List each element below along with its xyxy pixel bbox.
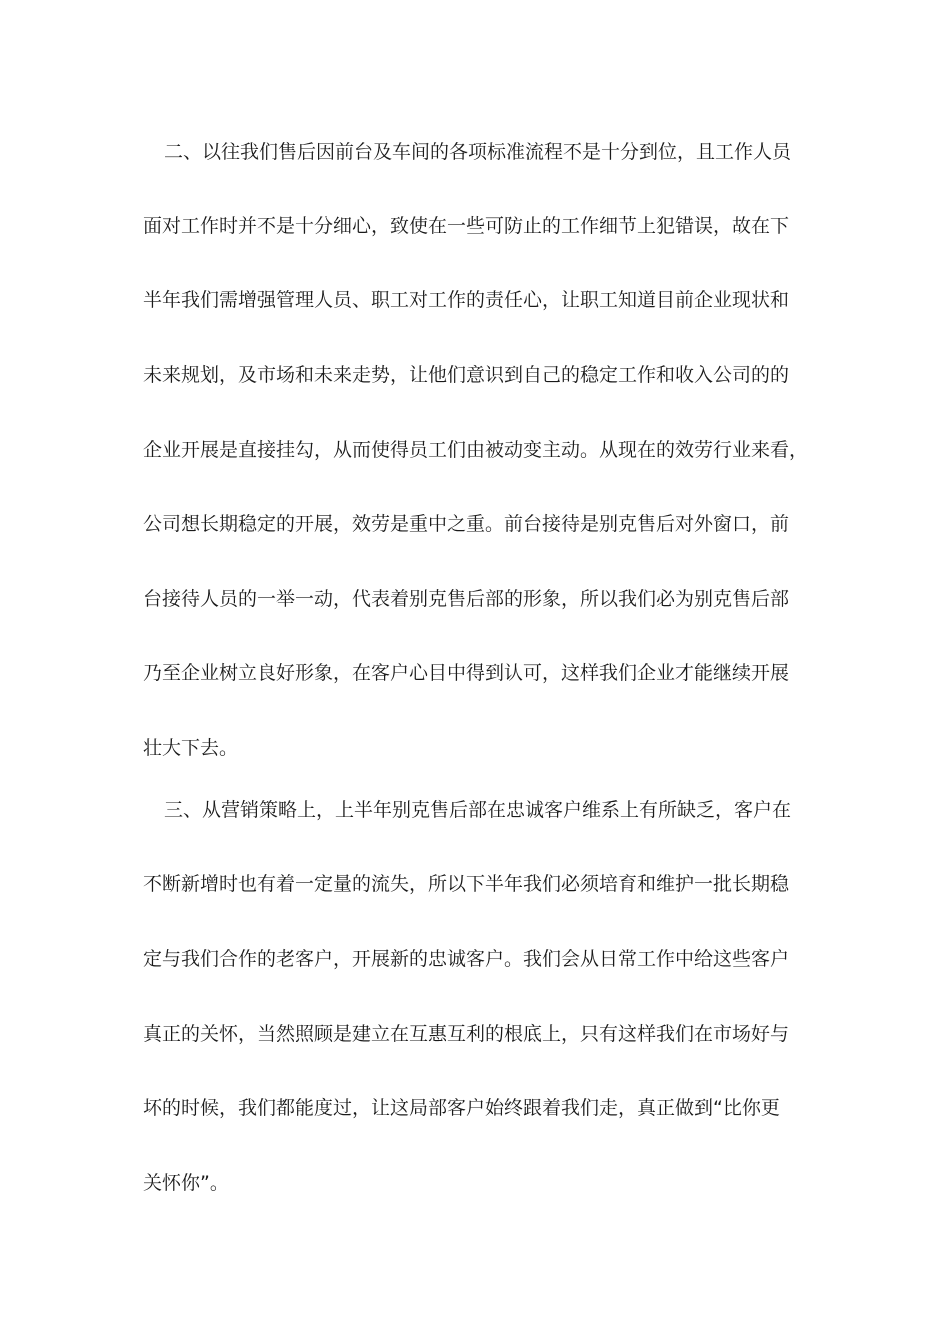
paragraph-3-line-6: 关怀你”。	[143, 1172, 229, 1194]
paragraph-2-line-2: 面对工作时并不是十分细心，致使在一些可防止的工作细节上犯错误，故在下	[143, 215, 790, 237]
paragraph-3-line-3: 定与我们合作的老客户，开展新的忠诚客户。我们会从日常工作中给这些客户	[143, 948, 790, 970]
paragraph-2-line-1: 二、以往我们售后因前台及车间的各项标准流程不是十分到位，且工作人员	[164, 141, 792, 163]
paragraph-3-line-2: 不断新增时也有着一定量的流失，所以下半年我们必须培育和维护一批长期稳	[143, 873, 790, 895]
paragraph-2-line-7: 台接待人员的一举一动，代表着别克售后部的形象，所以我们必为别克售后部	[143, 588, 790, 610]
paragraph-2-line-4: 未来规划，及市场和未来走势，让他们意识到自己的稳定工作和收入公司的的	[143, 364, 790, 386]
paragraph-3-line-1: 三、从营销策略上，上半年别克售后部在忠诚客户维系上有所缺乏，客户在	[164, 799, 792, 821]
paragraph-2-line-8: 乃至企业树立良好形象，在客户心目中得到认可，这样我们企业才能继续开展	[143, 662, 790, 684]
paragraph-2-line-3: 半年我们需增强管理人员、职工对工作的责任心，让职工知道目前企业现状和	[143, 289, 790, 311]
paragraph-2-line-6: 公司想长期稳定的开展，效劳是重中之重。前台接待是别克售后对外窗口，前	[143, 513, 790, 535]
paragraph-3-line-5: 坏的时候，我们都能度过，让这局部客户始终跟着我们走，真正做到“比你更	[143, 1097, 780, 1119]
paragraph-3-line-4: 真正的关怀，当然照顾是建立在互惠互利的根底上，只有这样我们在市场好与	[143, 1023, 790, 1045]
paragraph-2-line-5: 企业开展是直接挂勾，从而使得员工们由被动变主动。从现在的效劳行业来看，	[143, 439, 809, 461]
paragraph-2-line-9: 壮大下去。	[143, 737, 239, 759]
